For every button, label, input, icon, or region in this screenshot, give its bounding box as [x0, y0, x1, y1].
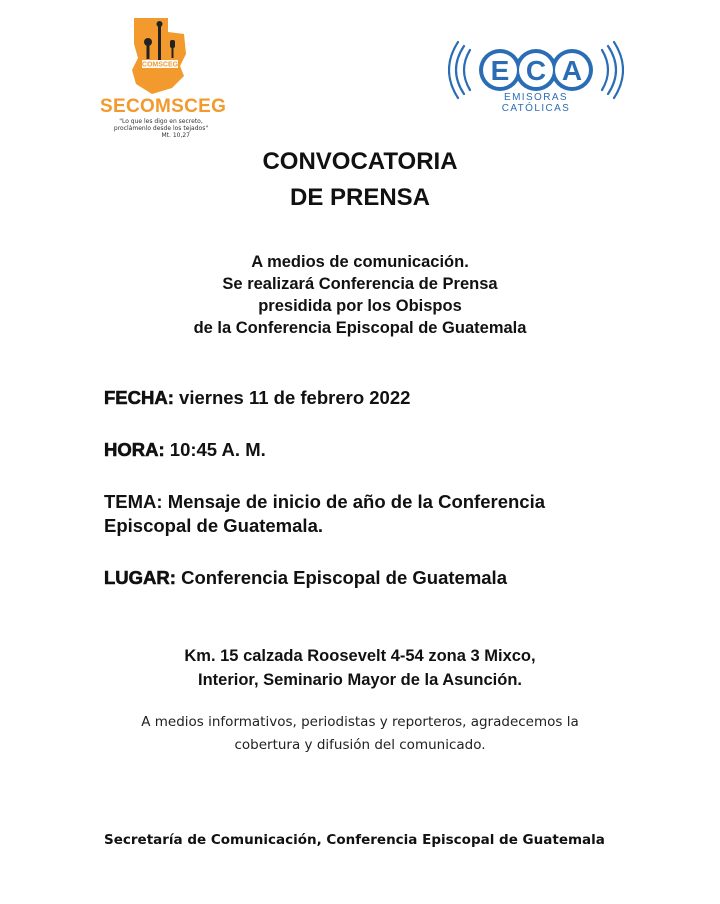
- note-line: A medios informativos, periodistas y reporteros, agradecemos la: [141, 714, 579, 730]
- secomsceg-logo: [100, 14, 227, 139]
- field-hora: [104, 438, 624, 462]
- page-title-line1: CONVOCATORIA: [262, 148, 458, 175]
- secomsceg-motto: "Lo que les digo en secreto, proclámenlo desde los tejados" Mt. 10,27: [113, 118, 209, 139]
- intro-line: de la Conferencia Episcopal de Guatemala: [193, 319, 527, 337]
- svg-text:A: A: [561, 55, 583, 86]
- hora-label: HORA:: [104, 439, 165, 460]
- svg-text:C: C: [525, 55, 547, 86]
- svg-text:COMSCEG: COMSCEG: [141, 61, 179, 69]
- fecha-label: FECHA:: [104, 387, 174, 408]
- address-line: Km. 15 calzada Roosevelt 4-54 zona 3 Mixco,: [184, 647, 536, 665]
- address-line: Interior, Seminario Mayor de la Asunción.: [198, 671, 522, 689]
- lugar-label: LUGAR:: [104, 567, 176, 588]
- intro-line: presidida por los Obispos: [258, 297, 462, 315]
- footer-signature: Secretaría de Comunicación, Conferencia Episcopal de Guatemala: [104, 832, 605, 848]
- page-title-line2: DE PRENSA: [289, 184, 431, 211]
- eca-logo: [448, 40, 624, 114]
- tema-value-line1: Mensaje de inicio de año de la Conferencia: [167, 491, 546, 512]
- guatemala-map-icon: [128, 14, 192, 96]
- svg-text:E: E: [490, 55, 510, 86]
- intro-line: Se realizará Conferencia de Prensa: [222, 275, 498, 293]
- intro-line: A medios de comunicación.: [251, 253, 469, 271]
- eca-subtitle: EMISORAS CATÓLICAS: [501, 92, 571, 114]
- hora-value: 10:45 A. M.: [169, 439, 266, 460]
- eca-radio-waves-icon: [448, 40, 624, 100]
- tema-value-line2: Episcopal de Guatemala.: [104, 515, 323, 536]
- fecha-value: viernes 11 de febrero 2022: [179, 387, 411, 408]
- secomsceg-name: SECOMSCEG: [100, 96, 227, 117]
- note-line: cobertura y difusión del comunicado.: [234, 737, 486, 753]
- field-fecha: [104, 386, 624, 410]
- lugar-value: Conferencia Episcopal de Guatemala: [181, 567, 507, 588]
- tema-label: TEMA:: [104, 491, 163, 512]
- field-lugar: [104, 566, 624, 590]
- field-tema: [104, 490, 624, 538]
